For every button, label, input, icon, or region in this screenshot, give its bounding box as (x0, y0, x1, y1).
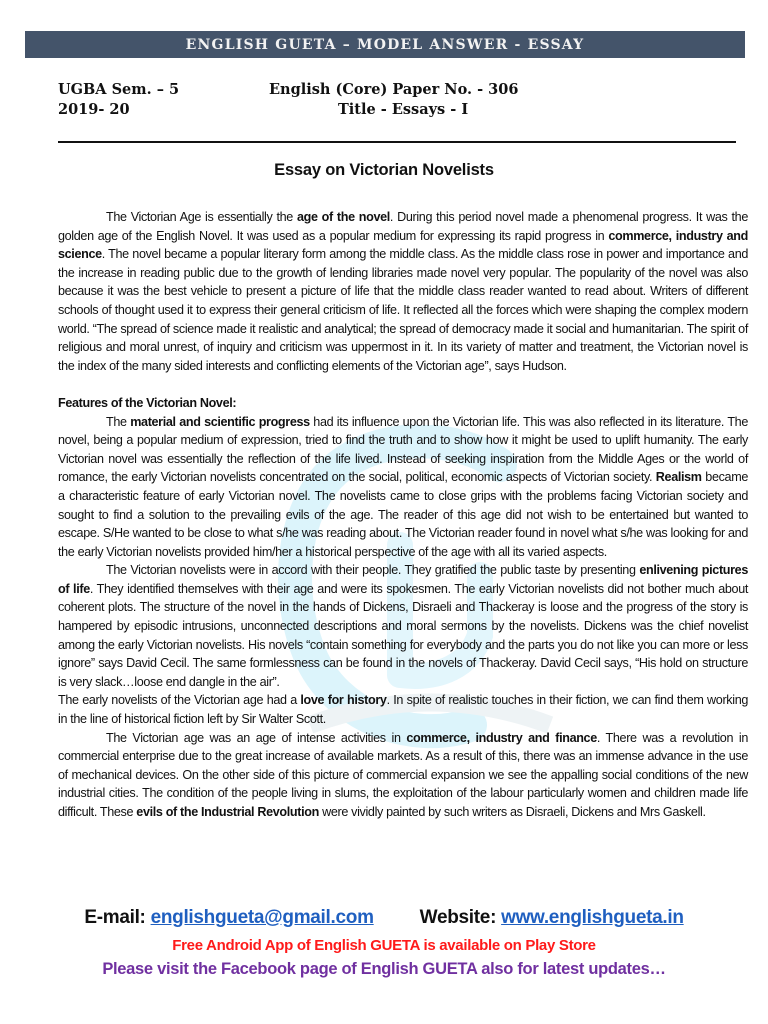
essay-body (58, 208, 748, 822)
bold-phrase: Realism (655, 470, 702, 485)
app-notice: Free Android App of English GUETA is available on Play Store (172, 937, 596, 954)
text-run: had its influence upon the Victorian life. This was also reflected in its literature. The novel, being a popular medium of expression, tried to find the truth and to show how it might be used to uplift humanity. The early Victorian novel was essentially the reflection of the life lived. Instead of seeking inspiration from the Middle Ages or the world of romance, the early Victorian novelists concentrated on the social, political, economic aspects of Victorian society. (58, 414, 748, 485)
website-block (420, 907, 684, 929)
course-label: UGBA Sem. – 5 (58, 81, 180, 98)
email-link[interactable]: englishgueta@gmail.com (150, 907, 374, 928)
bold-phrase: commerce, industry and finance (406, 730, 597, 745)
email-block (84, 907, 373, 929)
text-run: . There was a revolution in commercial enterprise due to the great increase of available markets. As a result of this, there was an immense advance in the use of mechanical devices. On the other side of this picture of commercial expansion we see the appalling social conditions of the new industrial cities. The condition of the people living in slums, the exploitation of the labour particularly women and children made life difficult. These (58, 730, 748, 819)
bold-phrase: enlivening pictures of life (58, 563, 748, 596)
text-run: The (106, 414, 131, 429)
paragraph-accord (58, 561, 748, 691)
features-heading: Features of the Victorian Novel: (58, 395, 237, 410)
text-run: . In spite of realistic touches in their fiction, we can find them working in the line of historical fiction left by Sir Walter Scott. (58, 693, 748, 727)
header-banner (25, 31, 745, 58)
title-label: Title - Essays - I (338, 101, 469, 118)
text-run: The Victorian novelists were in accord with their people. They gratified the public taste by presenting (106, 563, 640, 578)
banner-title: ENGLISH GUETA – MODEL ANSWER - ESSAY (185, 36, 585, 53)
email-label: E-mail: (84, 907, 151, 928)
paper-label: English (Core) Paper No. - 306 (269, 81, 519, 98)
text-run: . The novel became a popular literary form among the middle class. As the middle class rose in power and importance and the increase in reading public due to the growth of lending libraries made novel very popular. The popularity of the novel was also because it was the best vehicle to present a picture of life that the middle class reader wanted to read about. Writers of different schools of thought used it to express their general criticism of life. It reflected all the forces which were shaping the complex modern world. “The spread of science made it realistic and analytical; the spread of democracy made it social and humanitarian. The spirit of religious and moral unrest, of inquiry and criticism was uppermost in it. In its variety of matter and treatment, the Victorian novel is the index of the many sided interests and conflicting elements of the Victorian age”, says Hudson. (58, 247, 748, 373)
text-run: . During this period novel made a phenomenal progress. It was the golden age of the English Novel. It was used as a popular medium for expressing its rapid progress in (58, 210, 748, 243)
facebook-notice: Please visit the Facebook page of English GUETA also for latest updates… (102, 960, 666, 978)
essay-title: Essay on Victorian Novelists (274, 161, 494, 179)
text-run: The Victorian age was an age of intense activities in (106, 730, 407, 745)
text-run: were vividly painted by such writers as Disraeli, Dickens and Mrs Gaskell. (318, 805, 706, 819)
header-divider (58, 141, 736, 143)
bold-phrase: commerce, industry and science (58, 228, 748, 262)
paragraph-commerce (58, 729, 748, 822)
bold-phrase: age of the novel (296, 210, 390, 224)
text-run: . They identified themselves with their age and were its spokesmen. The early Victorian novelists did not bother much about coherent plots. The structure of the novel in the hands of Dickens, Disraeli and Thackeray is loose and the progress of the story is hampered by episodic intrusions, unconnected descriptions and moral sermons by the novelists. Dickens was the chief novelist among the early Victorian novelists. His novels “contain something for everybody and the parts you do not like you can more or less ignore” says David Cecil. The same formlessness can be found in the novels of Thackeray. David Cecil says, “His hold on structure is very slack…loose end dangle in the air”. (58, 581, 748, 689)
bold-phrase: love for history (300, 693, 387, 708)
bold-phrase: evils of the Industrial Revolution (136, 805, 319, 819)
paragraph-features (58, 413, 748, 562)
website-label: Website: (419, 907, 502, 928)
text-run: became a characteristic feature of early Victorian novel. The novelists came to close grips with the problems facing Victorian society and sought to find a solution to the prevailing evils of the age. The reader of this age did not wish to be entertained but wanted to escape. S/He wanted to be close to what s/he was reading about. The Victorian reader found in novel what s/he was looking for and the early Victorian novelists provided him/her a historical perspective of the age with all its varied aspects. (58, 470, 748, 559)
footer-contact (0, 907, 768, 929)
paragraph-history (58, 691, 748, 728)
text-run: The Victorian Age is essentially the (106, 210, 297, 224)
text-run: The early novelists of the Victorian age had a (58, 693, 301, 708)
paragraph-intro (58, 208, 748, 375)
bold-phrase: material and scientific progress (130, 414, 310, 429)
year-label: 2019- 20 (58, 101, 130, 118)
website-link[interactable]: www.englishgueta.in (501, 907, 684, 928)
